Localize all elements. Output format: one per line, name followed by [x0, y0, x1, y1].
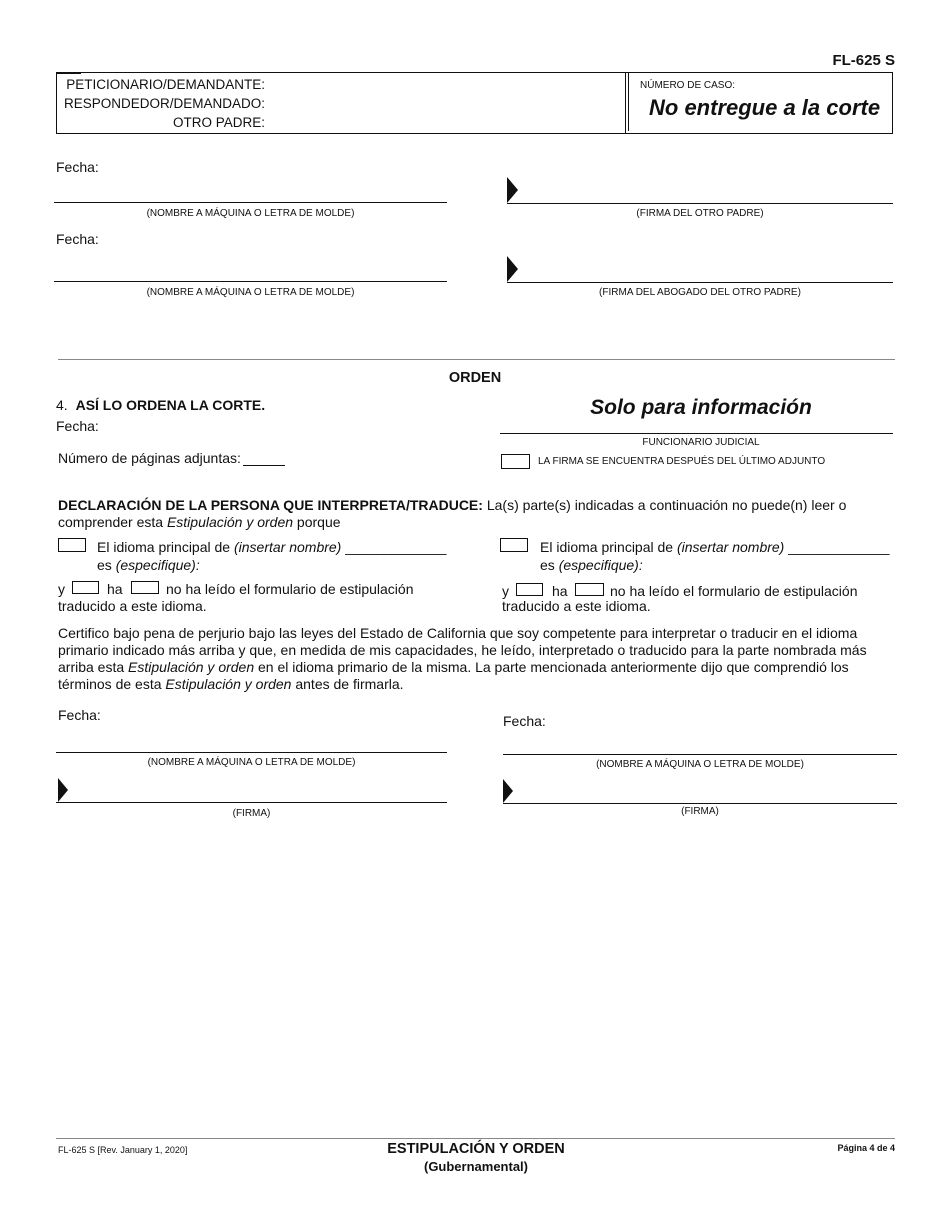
- y-label-right: y: [502, 583, 509, 599]
- footer-rule: [56, 1138, 895, 1139]
- interpreter-name-line-right[interactable]: [503, 754, 897, 755]
- read-text-right: no ha leído el formulario de estipulación: [610, 583, 858, 599]
- read-text-left: no ha leído el formulario de estipulación: [166, 581, 414, 597]
- y-checkbox-right[interactable]: [516, 583, 543, 596]
- ha-checkbox-left[interactable]: [131, 581, 159, 594]
- cert-3c: en el idioma primario de la misma. La parte mencionada anteriormente dijo que comprendió los: [258, 659, 849, 675]
- cert-4c: antes de firmarla.: [295, 676, 404, 692]
- footer-page: Página 4 de 4: [837, 1143, 895, 1153]
- petitioner-label: PETICIONARIO/DEMANDANTE:: [66, 77, 265, 92]
- language-italic: (insertar nombre): [676, 539, 785, 555]
- signature-arrow-icon: [58, 778, 68, 802]
- declaration-intro-2c: porque: [296, 514, 341, 530]
- order-item-text: ASÍ LO ORDENA LA CORTE.: [75, 397, 266, 413]
- ha-label-left: ha: [107, 581, 123, 597]
- signature-caption-attorney: (FIRMA DEL ABOGADO DEL OTRO PADRE): [599, 287, 801, 298]
- caption-box: [56, 72, 893, 134]
- translated-text-left: traducido a este idioma.: [58, 598, 207, 614]
- interpreter-name-line-left[interactable]: [56, 752, 447, 753]
- cert-3a: arriba esta: [58, 659, 125, 675]
- language-prefix: El idioma principal de: [540, 539, 674, 555]
- es-label: es: [540, 557, 555, 573]
- signature-line-attorney[interactable]: [507, 282, 893, 283]
- other-parent-label: OTRO PADRE:: [172, 115, 265, 130]
- cert-4a: términos de esta: [58, 676, 162, 692]
- certification-text: [58, 625, 908, 693]
- name-caption-2: (NOMBRE A MÁQUINA O LETRA DE MOLDE): [146, 287, 355, 298]
- language-checkbox-left[interactable]: [58, 538, 86, 552]
- language-blank[interactable]: _____________: [788, 539, 890, 555]
- order-heading: ORDEN: [448, 370, 502, 386]
- cert-line-2: primario indicado más arriba y que, en medida de mis capacidades, he leído, interpretado o traducido para la parte nombrada más: [58, 642, 867, 658]
- judicial-officer-caption: FUNCIONARIO JUDICIAL: [642, 437, 760, 448]
- es-italic: (especifique):: [558, 557, 643, 573]
- language-line-right: [540, 539, 889, 556]
- pages-attached-label: Número de páginas adjuntas:: [58, 450, 241, 466]
- case-number-label: NÚMERO DE CASO:: [640, 80, 736, 91]
- interpreter-name-caption-right: (NOMBRE A MÁQUINA O LETRA DE MOLDE): [596, 759, 804, 770]
- signature-follows-checkbox[interactable]: [501, 454, 530, 469]
- cert-line-3: [58, 659, 908, 676]
- y-checkbox-left[interactable]: [72, 581, 99, 594]
- name-line-2[interactable]: [54, 281, 447, 282]
- language-prefix: El idioma principal de: [97, 539, 231, 555]
- declaration-title: DECLARACIÓN DE LA PERSONA QUE INTERPRETA/TRADUCE:: [58, 497, 483, 513]
- interpreter-signature-line-left[interactable]: [56, 802, 447, 803]
- language-line-left: [97, 539, 446, 556]
- interpreter-signature-caption-left: (FIRMA): [232, 808, 271, 819]
- cert-3b: Estipulación y orden: [128, 659, 255, 675]
- declaration-intro-2a: comprender esta: [58, 514, 164, 530]
- interpreter-signature-caption-right: (FIRMA): [681, 806, 719, 817]
- signature-line-other-parent[interactable]: [507, 203, 893, 204]
- declaration-intro-2b: Estipulación y orden: [166, 514, 294, 530]
- ha-checkbox-right[interactable]: [575, 583, 604, 596]
- order-item-number: 4.: [56, 397, 68, 413]
- cert-4b: Estipulación y orden: [165, 676, 292, 692]
- y-label-left: y: [58, 581, 65, 597]
- language-checkbox-right[interactable]: [500, 538, 528, 552]
- pages-attached-input[interactable]: [243, 465, 285, 466]
- footer-subtitle: (Gubernamental): [423, 1159, 528, 1174]
- language-blank[interactable]: _____________: [345, 539, 447, 555]
- signature-arrow-icon: [507, 177, 518, 203]
- es-label: es: [97, 557, 112, 573]
- order-item: [56, 397, 265, 413]
- translated-text-right: traducido a este idioma.: [502, 598, 651, 614]
- signature-arrow-icon: [507, 256, 518, 282]
- name-line-1[interactable]: [54, 202, 447, 203]
- signature-caption-other-parent: (FIRMA DEL OTRO PADRE): [636, 208, 764, 219]
- order-date-label: Fecha:: [56, 418, 99, 434]
- signature-follows-label: LA FIRMA SE ENCUENTRA DESPUÉS DEL ÚLTIMO ADJUNTO: [538, 456, 826, 467]
- interpreter-signature-line-right[interactable]: [503, 803, 897, 804]
- es-italic: (especifique):: [115, 557, 200, 573]
- info-notice: Solo para información: [590, 396, 812, 419]
- date-label-2: Fecha:: [56, 231, 99, 247]
- signature-arrow-icon: [503, 779, 513, 803]
- interpreter-date-left: Fecha:: [58, 707, 101, 723]
- interpreter-name-caption-left: (NOMBRE A MÁQUINA O LETRA DE MOLDE): [147, 757, 356, 768]
- declaration-intro-1: La(s) parte(s) indicadas a continuación no puede(n) leer o: [486, 497, 847, 513]
- cert-line-1: Certifico bajo pena de perjurio bajo las leyes del Estado de California que soy competente para interpretar o traducir en el idioma: [58, 625, 858, 641]
- case-notice: No entregue a la corte: [649, 95, 881, 120]
- footer-title: ESTIPULACIÓN Y ORDEN: [387, 1141, 565, 1157]
- declaration-intro: [58, 497, 898, 531]
- es-line-left: [97, 557, 200, 574]
- section-divider: [58, 359, 895, 360]
- es-line-right: [540, 557, 643, 574]
- language-italic: (insertar nombre): [233, 539, 342, 555]
- judicial-officer-line[interactable]: [500, 433, 893, 434]
- footer-form-rev: FL-625 S [Rev. January 1, 2020]: [58, 1145, 188, 1155]
- date-label-1: Fecha:: [56, 159, 99, 175]
- form-id: FL-625 S: [832, 52, 895, 69]
- name-caption-1: (NOMBRE A MÁQUINA O LETRA DE MOLDE): [146, 208, 355, 219]
- cert-line-4: [58, 676, 908, 693]
- respondent-label: RESPONDEDOR/DEMANDADO:: [63, 96, 265, 111]
- ha-label-right: ha: [552, 583, 568, 599]
- interpreter-date-right: Fecha:: [503, 713, 546, 729]
